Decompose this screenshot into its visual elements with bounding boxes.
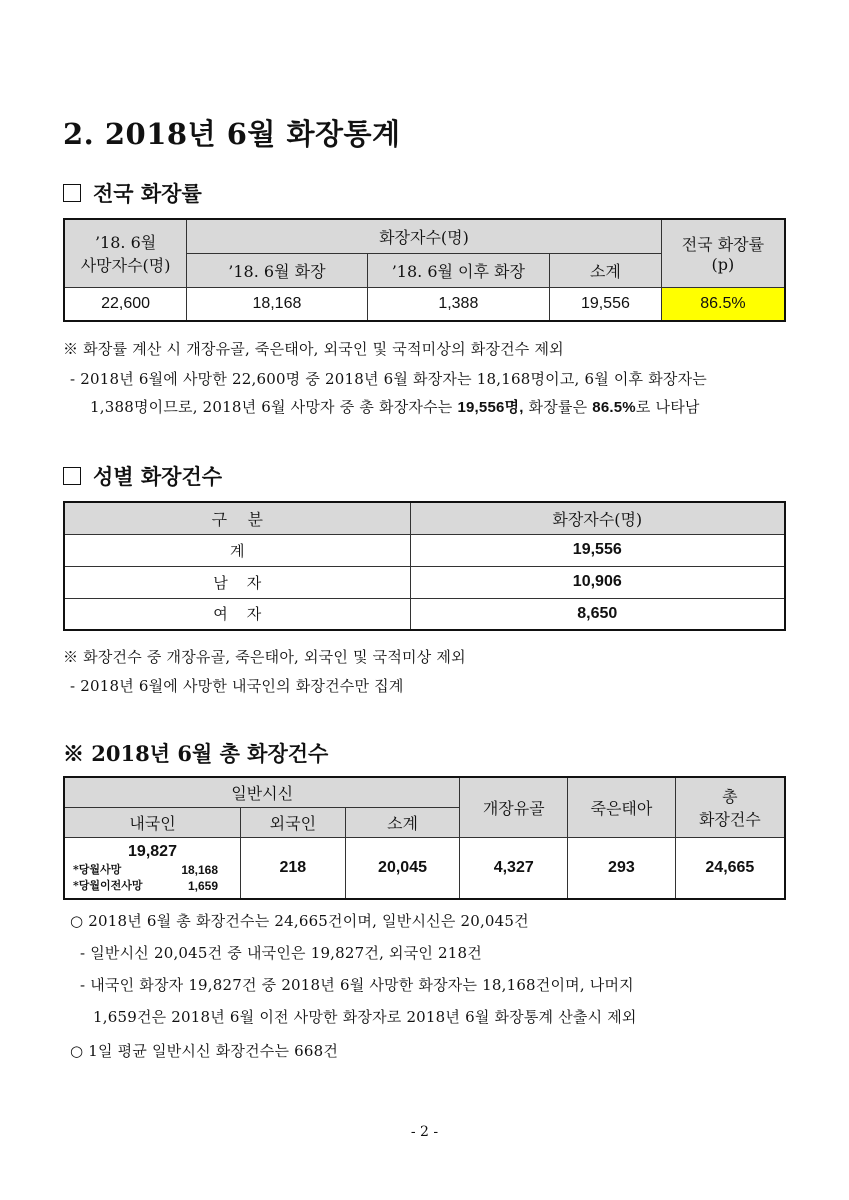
- row-value: 10,906: [410, 566, 785, 598]
- note-3-part-e: 로 나타남: [635, 398, 700, 416]
- header-rate: [661, 219, 785, 287]
- header-fetus: 죽은태아: [568, 777, 676, 837]
- cell-subtotal: 19,556: [550, 287, 662, 321]
- cell-domestic: [64, 837, 241, 899]
- header-domestic: 내국인: [64, 807, 241, 837]
- bullet-2: ○ 1일 평균 일반시신 화장건수는 668건: [70, 1042, 339, 1060]
- checkbox-square-icon: [63, 184, 81, 202]
- checkbox-square-icon: [63, 467, 81, 485]
- section-heading-by-gender: [63, 461, 222, 491]
- cell-total: 24,665: [675, 837, 785, 899]
- sub-this-month-value: 18,168: [181, 862, 219, 877]
- row-value: 8,650: [410, 598, 785, 630]
- row-label: 여 자: [64, 598, 410, 630]
- section-heading-text: 전국 화장률: [93, 181, 202, 206]
- section-heading-national-rate: [63, 178, 202, 208]
- header-category: 구 분: [64, 502, 410, 534]
- header-deaths: [64, 219, 187, 287]
- header-foreign: 외국인: [241, 807, 346, 837]
- cell-reburial: 4,327: [460, 837, 568, 899]
- section-heading-total: ※ 2018년 6월 총 화장건수: [63, 741, 329, 766]
- cell-subtotal: 20,045: [345, 837, 460, 899]
- row-label: 계: [64, 534, 410, 566]
- header-count: 화장자수(명): [410, 502, 785, 534]
- header-total-line1: 총: [722, 787, 738, 807]
- note-2: - 2018년 6월에 사망한 22,600명 중 2018년 6월 화장자는 18,168명이고, 6월 이후 화장자는: [70, 370, 707, 388]
- note-3-part-d: 86.5%: [592, 399, 636, 416]
- header-subtotal: 소계: [550, 253, 662, 287]
- sub-prior-month: [65, 878, 240, 894]
- cell-deaths: 22,600: [64, 287, 187, 321]
- cell-domestic-value: 19,827: [128, 842, 177, 860]
- header-total-line2: 화장건수: [698, 810, 761, 830]
- note-3: [90, 396, 700, 417]
- row-label: 남 자: [64, 566, 410, 598]
- cell-june-cremation: 18,168: [187, 287, 367, 321]
- note-3-part-b: 19,556명,: [457, 399, 524, 416]
- cell-rate: 86.5%: [661, 287, 785, 321]
- header-june-cremation: ’18. 6월 화장: [187, 253, 367, 287]
- header-cremations: 화장자수(명): [187, 219, 662, 253]
- sub-this-month-label: *당월사망: [73, 862, 122, 876]
- header-deaths-line1: ’18. 6월: [94, 233, 157, 253]
- note-3-part-a: 1,388명이므로, 2018년 6월 사망자 중 총 화장자수는: [90, 398, 458, 416]
- header-total: [675, 777, 785, 837]
- header-subtotal: 소계: [345, 807, 460, 837]
- section-heading-text: 성별 화장건수: [93, 464, 223, 489]
- row-value: 19,556: [410, 534, 785, 566]
- header-reburial: 개장유골: [460, 777, 568, 837]
- note-gender-2: - 2018년 6월에 사망한 내국인의 화장건수만 집계: [70, 677, 404, 695]
- bullet-1-sub-3: 1,659건은 2018년 6월 이전 사망한 화장자로 2018년 6월 화장통계 산출시 제외: [93, 1008, 637, 1026]
- note-3-part-c: 화장률은: [523, 398, 593, 416]
- header-rate-line2: (p): [711, 255, 735, 275]
- sub-this-month: [65, 862, 240, 878]
- header-general: 일반시신: [64, 777, 460, 807]
- national-cremation-rate-table: [63, 218, 786, 322]
- header-rate-line1: 전국 화장률: [681, 235, 765, 255]
- cell-foreign: 218: [241, 837, 346, 899]
- gender-cremation-table: [63, 501, 786, 631]
- sub-prior-month-label: *당월이전사망: [73, 878, 143, 892]
- bullet-1-sub-2: - 내국인 화장자 19,827건 중 2018년 6월 사망한 화장자는 18,168건이며, 나머지: [80, 976, 634, 994]
- sub-prior-month-value: 1,659: [187, 878, 219, 893]
- note-1: ※ 화장률 계산 시 개장유골, 죽은태아, 외국인 및 국적미상의 화장건수 제외: [63, 340, 564, 358]
- header-deaths-line2: 사망자수(명): [80, 256, 171, 276]
- total-cremation-table: [63, 776, 786, 900]
- note-gender-1: ※ 화장건수 중 개장유골, 죽은태아, 외국인 및 국적미상 제외: [63, 648, 466, 666]
- cell-fetus: 293: [568, 837, 676, 899]
- page-title: 2. 2018년 6월 화장통계: [63, 117, 401, 151]
- bullet-1: ○ 2018년 6월 총 화장건수는 24,665건이며, 일반시신은 20,045건: [70, 912, 529, 930]
- bullet-1-sub-1: - 일반시신 20,045건 중 내국인은 19,827건, 외국인 218건: [80, 944, 482, 962]
- header-after-june: ’18. 6월 이후 화장: [367, 253, 549, 287]
- cell-after-june: 1,388: [367, 287, 549, 321]
- page-number: - 2 -: [410, 1124, 439, 1140]
